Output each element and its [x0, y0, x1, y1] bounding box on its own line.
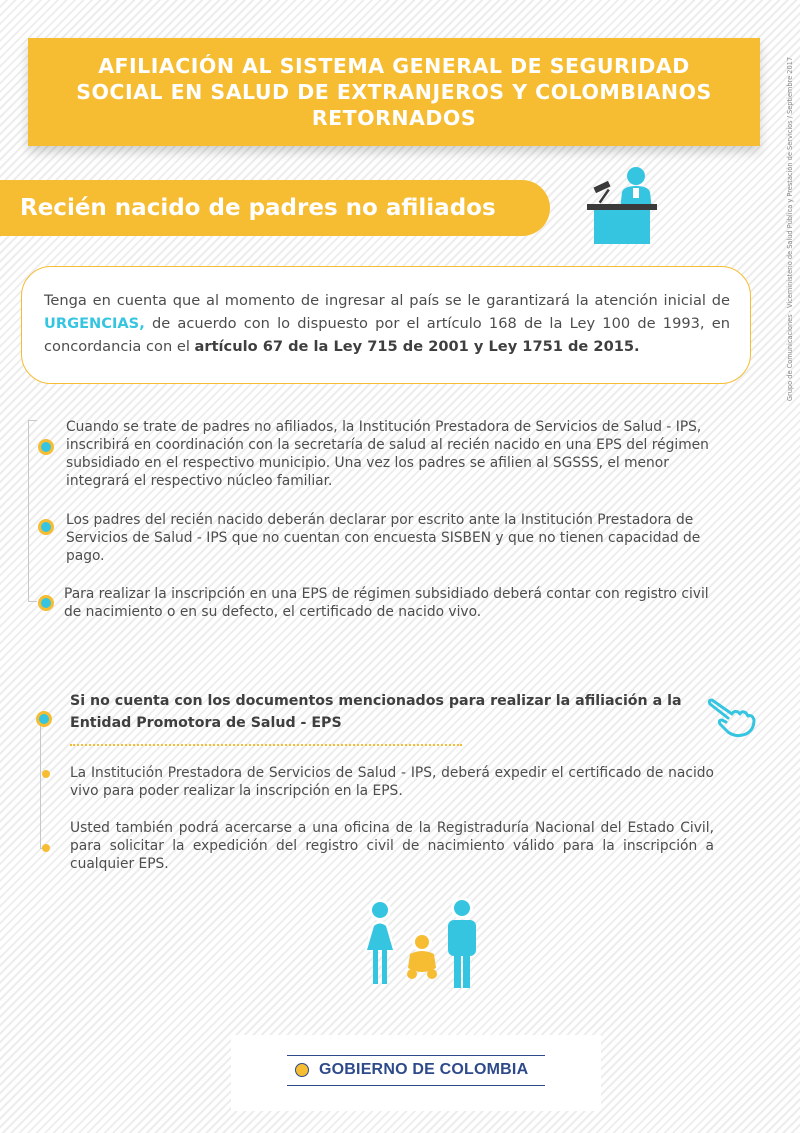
- colombia-seal-icon: [295, 1063, 309, 1077]
- list-item: Cuando se trate de padres no afiliados, la Institución Prestadora de Servicios de Salud - IPS, inscribirá en coordinación con la secretaría de salud al recién nacido en una EPS del régimen subsidiado en el respectivo municipio. Una vez los padres se afilien al SGSSS, el menor integrará el respectivo núcleo familiar.: [66, 419, 709, 489]
- judge-icon: [584, 164, 658, 248]
- timeline-line-2: [40, 718, 47, 849]
- subtitle: Recién nacido de padres no afiliados: [20, 195, 496, 221]
- timeline-line: [28, 420, 37, 602]
- bullet-dot-1: [38, 439, 54, 455]
- notice-part2: de acuerdo con lo dispuesto por el artículo 168 de la Ley 100 de 1993, en concordancia con el: [44, 315, 730, 355]
- footer-rule-top: [287, 1055, 545, 1056]
- footer-label: GOBIERNO DE COLOMBIA: [319, 1061, 529, 1078]
- side-credit-text: Grupo de Comunicaciones · Viceministerio de Salud Pública y Prestación de Servicios / Septiembre 2017: [786, 56, 794, 402]
- small-dot-2: [42, 844, 50, 852]
- bullet-dot-3: [38, 595, 54, 611]
- list-item: La Institución Prestadora de Servicios de Salud - IPS, deberá expedir el certificado de nacido vivo para poder realizar la inscripción en la EPS.: [70, 765, 714, 799]
- notice-text: [44, 289, 730, 358]
- list-item: Los padres del recién nacido deberán declarar por escrito ante la Institución Prestadora de Servicios de Salud - IPS que no cuentan con encuesta SISBEN y que no tienen capacidad de pago.: [66, 512, 701, 564]
- list-item: Para realizar la inscripción en una EPS de régimen subsidiado deberá contar con registro civil de nacimiento o en su defecto, el certificado de nacido vivo.: [64, 586, 709, 620]
- footer: [231, 1035, 601, 1111]
- title-banner: [28, 38, 760, 146]
- list-item: Usted también podrá acercarse a una oficina de la Registraduría Nacional del Estado Civil, para solicitar la expedición del registro civil de nacimiento válido para la inscripción a cualquier EPS.: [70, 820, 714, 872]
- family-icon: [350, 894, 490, 998]
- footer-rule-bottom: [287, 1085, 545, 1086]
- notice-part1: Tenga en cuenta que al momento de ingresar al país se le garantizará la atención inicial de: [44, 292, 730, 309]
- notice-bold: artículo 67 de la Ley 715 de 2001 y Ley 1751 de 2015.: [194, 338, 640, 355]
- notice-box: [21, 266, 751, 384]
- bullet-dot-section2: [36, 711, 52, 727]
- notice-highlight: URGENCIAS,: [44, 315, 145, 332]
- side-credit: [784, 25, 796, 425]
- page-title: AFILIACIÓN AL SISTEMA GENERAL DE SEGURIDAD SOCIAL EN SALUD DE EXTRANJEROS Y COLOMBIANOS RETORNADOS: [76, 54, 712, 130]
- hand-pointer-icon: [706, 696, 756, 738]
- section2-header: Si no cuenta con los documentos mencionados para realizar la afiliación a la Entidad Promotora de Salud - EPS: [70, 693, 682, 731]
- bullet-dot-2: [38, 519, 54, 535]
- small-dot-1: [42, 770, 50, 778]
- dotted-divider: [70, 744, 462, 746]
- subtitle-banner: [0, 180, 550, 236]
